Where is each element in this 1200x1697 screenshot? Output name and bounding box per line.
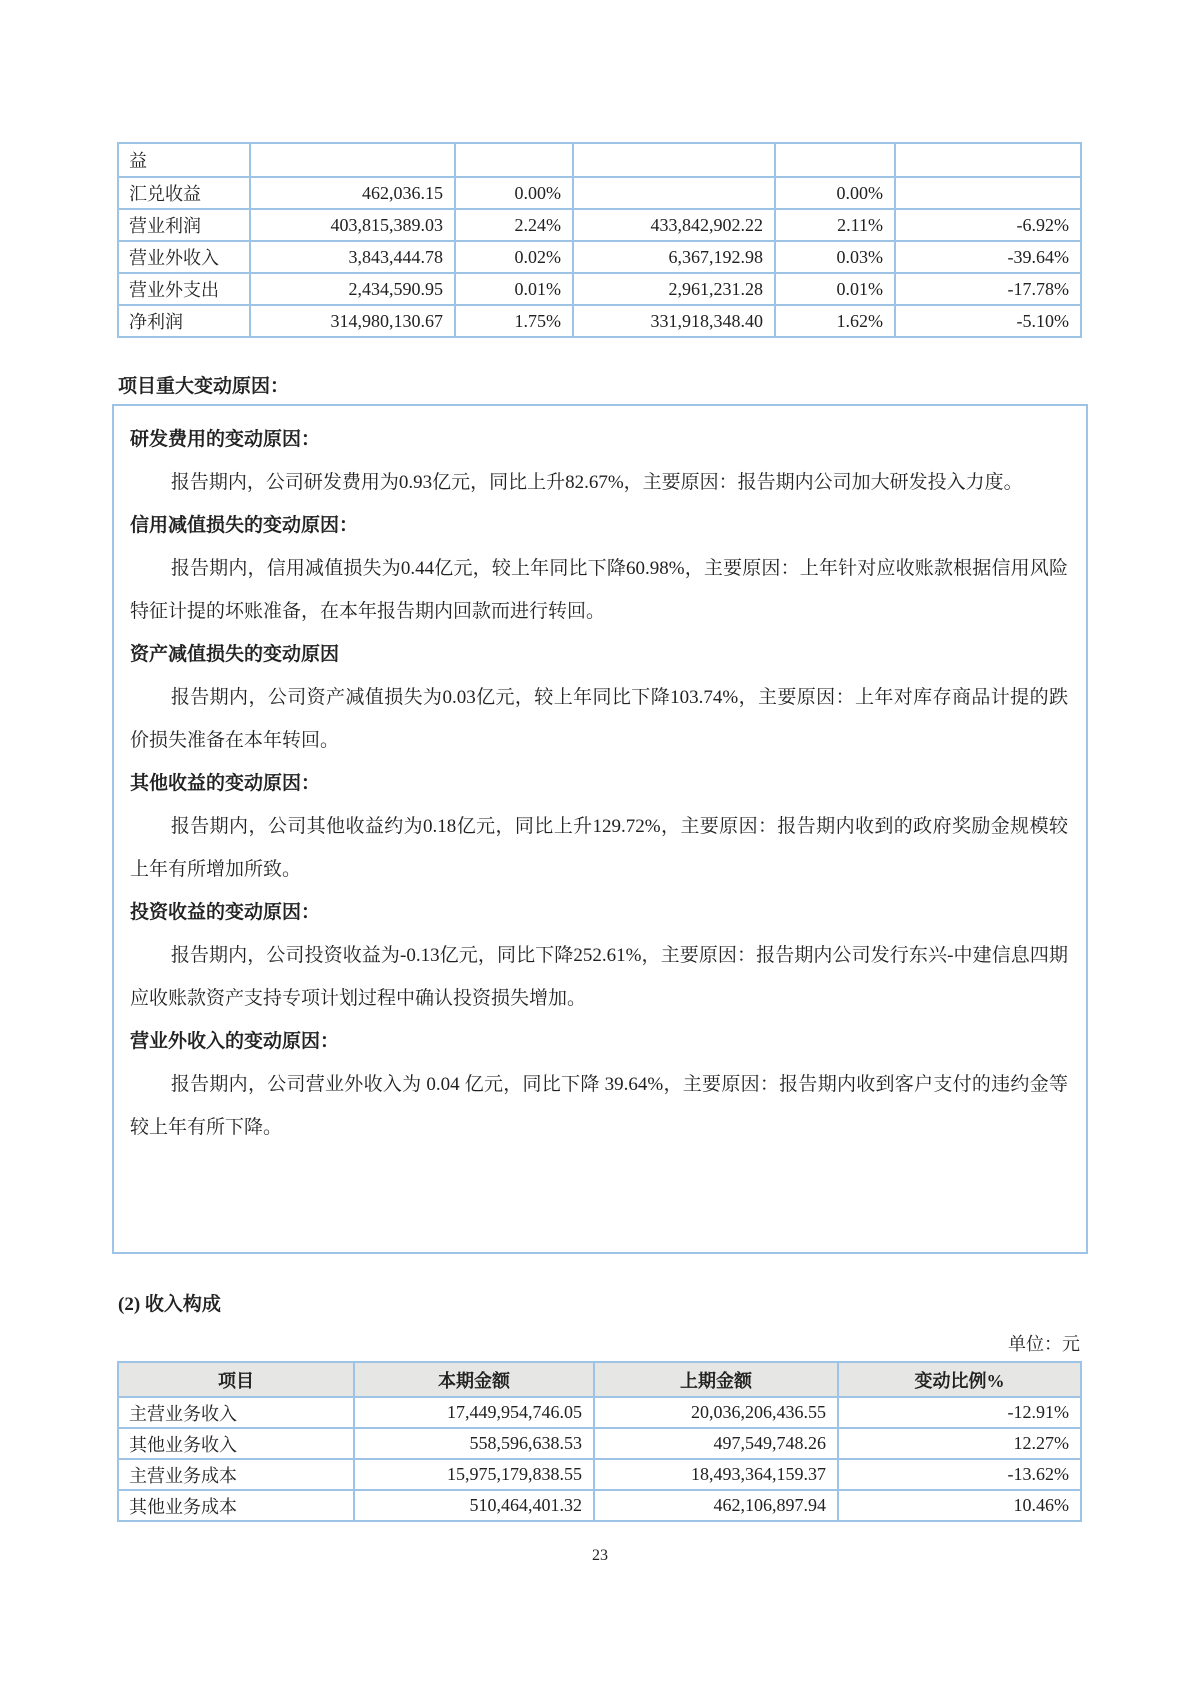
reason-heading: 投资收益的变动原因： [130,902,321,923]
item-cell: 营业外收入 [118,241,250,273]
item-cell: 主营业务收入 [118,1397,354,1428]
current-pct-cell: 0.02% [455,241,573,273]
previous-pct-cell: 0.01% [775,273,895,305]
change-pct-cell: -6.92% [895,209,1081,241]
current-pct-cell [455,143,573,177]
current-pct-cell: 0.01% [455,273,573,305]
reason-heading: 信用减值损失的变动原因： [130,515,359,536]
table-row [118,1397,1081,1428]
table-header-row [118,1362,1081,1397]
table-row [118,1490,1081,1521]
reason-heading: 资产减值损失的变动原因 [130,644,340,665]
table-row [118,273,1081,305]
header-previous-amount: 上期金额 [594,1362,838,1397]
previous-amount-cell: 433,842,902.22 [573,209,775,241]
previous-pct-cell: 1.62% [775,305,895,337]
previous-amount-cell [573,143,775,177]
item-cell: 净利润 [118,305,250,337]
previous-amount-cell: 331,918,348.40 [573,305,775,337]
previous-pct-cell [775,143,895,177]
current-amount-cell: 2,434,590.95 [250,273,455,305]
reason-section [130,1020,1068,1149]
previous-amount-cell: 18,493,364,159.37 [594,1459,838,1490]
current-amount-cell: 510,464,401.32 [354,1490,594,1521]
current-amount-cell: 3,843,444.78 [250,241,455,273]
reason-paragraph: 报告期内，公司研发费用为0.93亿元，同比上升82.67%，主要原因：报告期内公司加大研发投入力度。 [170,472,1023,493]
current-amount-cell: 15,975,179,838.55 [354,1459,594,1490]
change-pct-cell: -12.91% [838,1397,1081,1428]
item-cell: 益 [118,143,250,177]
table-row [118,177,1081,209]
income-composition-heading: (2) 收入构成 [118,1294,221,1315]
major-change-reasons-box [112,404,1088,1254]
change-pct-cell: 12.27% [838,1428,1081,1459]
table-row [118,305,1081,337]
item-cell: 营业利润 [118,209,250,241]
previous-pct-cell: 0.03% [775,241,895,273]
item-cell: 其他业务成本 [118,1490,354,1521]
current-pct-cell: 1.75% [455,305,573,337]
reason-paragraph: 报告期内，公司资产减值损失为0.03亿元，较上年同比下降103.74%，主要原因：上年对库存商品计提的跌价损失准备在本年转回。 [130,687,1068,751]
reason-heading: 其他收益的变动原因： [130,773,321,794]
current-pct-cell: 2.24% [455,209,573,241]
current-amount-cell: 403,815,389.03 [250,209,455,241]
previous-amount-cell: 2,961,231.28 [573,273,775,305]
item-cell: 汇兑收益 [118,177,250,209]
reason-paragraph: 报告期内，公司投资收益为-0.13亿元，同比下降252.61%，主要原因：报告期内公司发行东兴-中建信息四期应收账款资产支持专项计划过程中确认投资损失增加。 [130,945,1068,1009]
profit-items-table [117,142,1082,338]
unit-label: 单位：元 [1008,1334,1080,1354]
previous-amount-cell: 6,367,192.98 [573,241,775,273]
current-amount-cell: 17,449,954,746.05 [354,1397,594,1428]
header-item: 项目 [118,1362,354,1397]
header-current-amount: 本期金额 [354,1362,594,1397]
previous-amount-cell: 497,549,748.26 [594,1428,838,1459]
reason-heading: 营业外收入的变动原因： [130,1031,340,1052]
page-number: 23 [592,1547,608,1564]
current-amount-cell: 558,596,638.53 [354,1428,594,1459]
previous-amount-cell [573,177,775,209]
previous-pct-cell: 0.00% [775,177,895,209]
reason-section [130,891,1068,1020]
current-amount-cell: 314,980,130.67 [250,305,455,337]
current-amount-cell [250,143,455,177]
header-change-pct: 变动比例% [838,1362,1081,1397]
change-pct-cell: -39.64% [895,241,1081,273]
reason-section [130,418,1068,504]
income-composition-table [117,1361,1082,1522]
reason-paragraph: 报告期内，信用减值损失为0.44亿元，较上年同比下降60.98%，主要原因：上年针对应收账款根据信用风险特征计提的坏账准备，在本年报告期内回款而进行转回。 [130,558,1068,622]
reason-section [130,633,1068,762]
change-pct-cell: 10.46% [838,1490,1081,1521]
reason-section [130,504,1068,633]
reason-paragraph: 报告期内，公司营业外收入为 0.04 亿元，同比下降 39.64%，主要原因：报告期内收到客户支付的违约金等较上年有所下降。 [130,1074,1068,1138]
item-cell: 其他业务收入 [118,1428,354,1459]
major-change-reasons-heading: 项目重大变动原因： [118,376,290,397]
table-row [118,209,1081,241]
reason-heading: 研发费用的变动原因： [130,429,321,450]
table-row [118,241,1081,273]
previous-amount-cell: 20,036,206,436.55 [594,1397,838,1428]
current-pct-cell: 0.00% [455,177,573,209]
previous-amount-cell: 462,106,897.94 [594,1490,838,1521]
item-cell: 营业外支出 [118,273,250,305]
table-row [118,143,1081,177]
change-pct-cell: -13.62% [838,1459,1081,1490]
change-pct-cell: -17.78% [895,273,1081,305]
item-cell: 主营业务成本 [118,1459,354,1490]
reason-paragraph: 报告期内，公司其他收益约为0.18亿元，同比上升129.72%，主要原因：报告期内收到的政府奖励金规模较上年有所增加所致。 [130,816,1068,880]
change-pct-cell: -5.10% [895,305,1081,337]
change-pct-cell [895,143,1081,177]
table-row [118,1428,1081,1459]
previous-pct-cell: 2.11% [775,209,895,241]
current-amount-cell: 462,036.15 [250,177,455,209]
change-pct-cell [895,177,1081,209]
reason-section [130,762,1068,891]
table-row [118,1459,1081,1490]
